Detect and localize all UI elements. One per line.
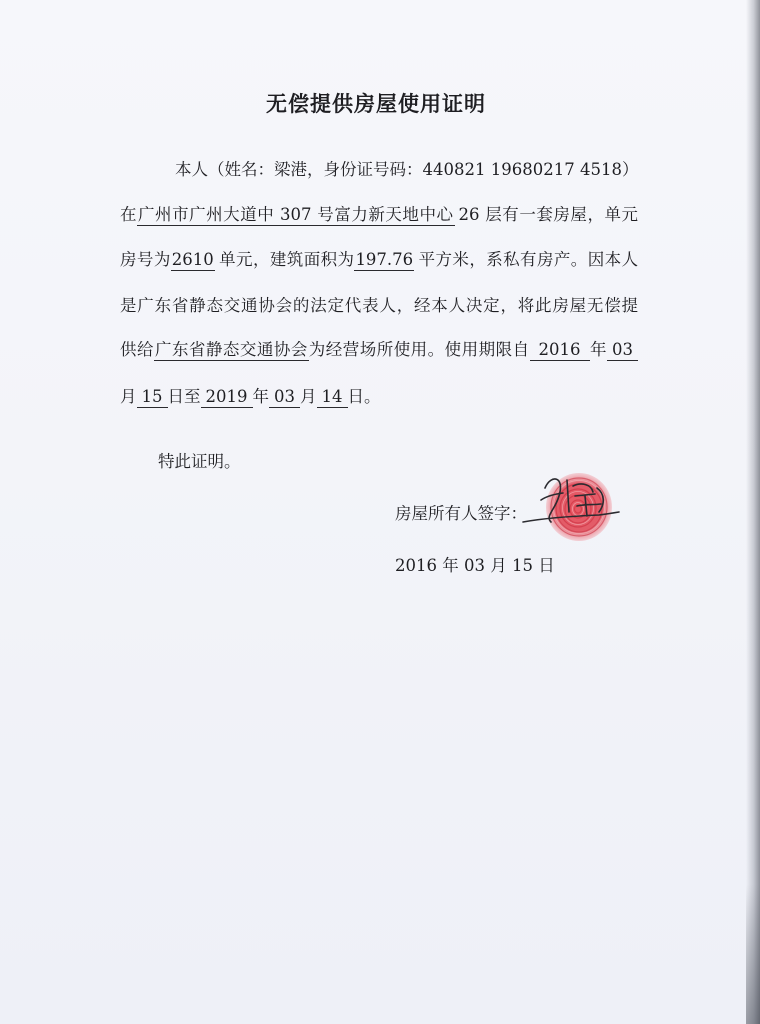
body-line-1 <box>120 202 638 228</box>
document-title: 无偿提供房屋使用证明 <box>266 91 486 116</box>
body-text: 供给 <box>120 340 154 359</box>
body-text: 是广东省静态交通协会的法定代表人，经本人决定，将此房屋无偿提 <box>120 296 638 315</box>
body-line-5 <box>120 384 381 410</box>
body-text: 日至 <box>167 387 201 406</box>
closing-statement: 特此证明。 <box>158 452 241 471</box>
end-month: 03 <box>269 387 300 408</box>
scan-edge-shadow <box>746 0 760 1024</box>
body-text: 26 层有一套房屋，单元 <box>458 205 639 224</box>
organization-name: 广东省静态交通协会 <box>154 340 308 359</box>
body-text: 单元，建筑面积为 <box>218 250 355 269</box>
body-text: 月 <box>300 387 317 406</box>
end-year: 2019 <box>201 387 253 408</box>
signing-date: 2016 年 03 月 15 日 <box>395 556 555 575</box>
signature-label: 房屋所有人签字： <box>395 504 527 523</box>
body-line-4 <box>120 337 638 363</box>
start-day: 15 <box>137 387 168 408</box>
signature-and-fingerprint <box>515 466 625 550</box>
body-text: 年 <box>252 387 269 406</box>
start-month: 03 <box>607 340 638 361</box>
body-text: 年 <box>589 340 608 359</box>
body-text: 月 <box>120 387 137 406</box>
scan-corner-shadow <box>746 884 760 1024</box>
body-line-2 <box>120 247 638 273</box>
body-line-3 <box>120 293 638 319</box>
intro-line: 本人（姓名：梁港，身份证号码：440821 19680217 4518） <box>175 160 639 179</box>
start-year: 2016 <box>530 340 590 361</box>
body-text: 平方米，系私有房产。因本人 <box>418 250 639 269</box>
body-text: 日。 <box>347 387 381 406</box>
room-number: 2610 <box>171 250 214 269</box>
body-text: 在 <box>120 205 138 224</box>
floor-area: 197.76 <box>355 250 414 269</box>
end-day: 14 <box>317 387 348 408</box>
body-text: 房号为 <box>120 250 171 269</box>
body-text: 为经营场所使用。使用期限自 <box>308 340 530 359</box>
property-address: 广州市广州大道中 307 号富力新天地中心 <box>138 205 454 224</box>
